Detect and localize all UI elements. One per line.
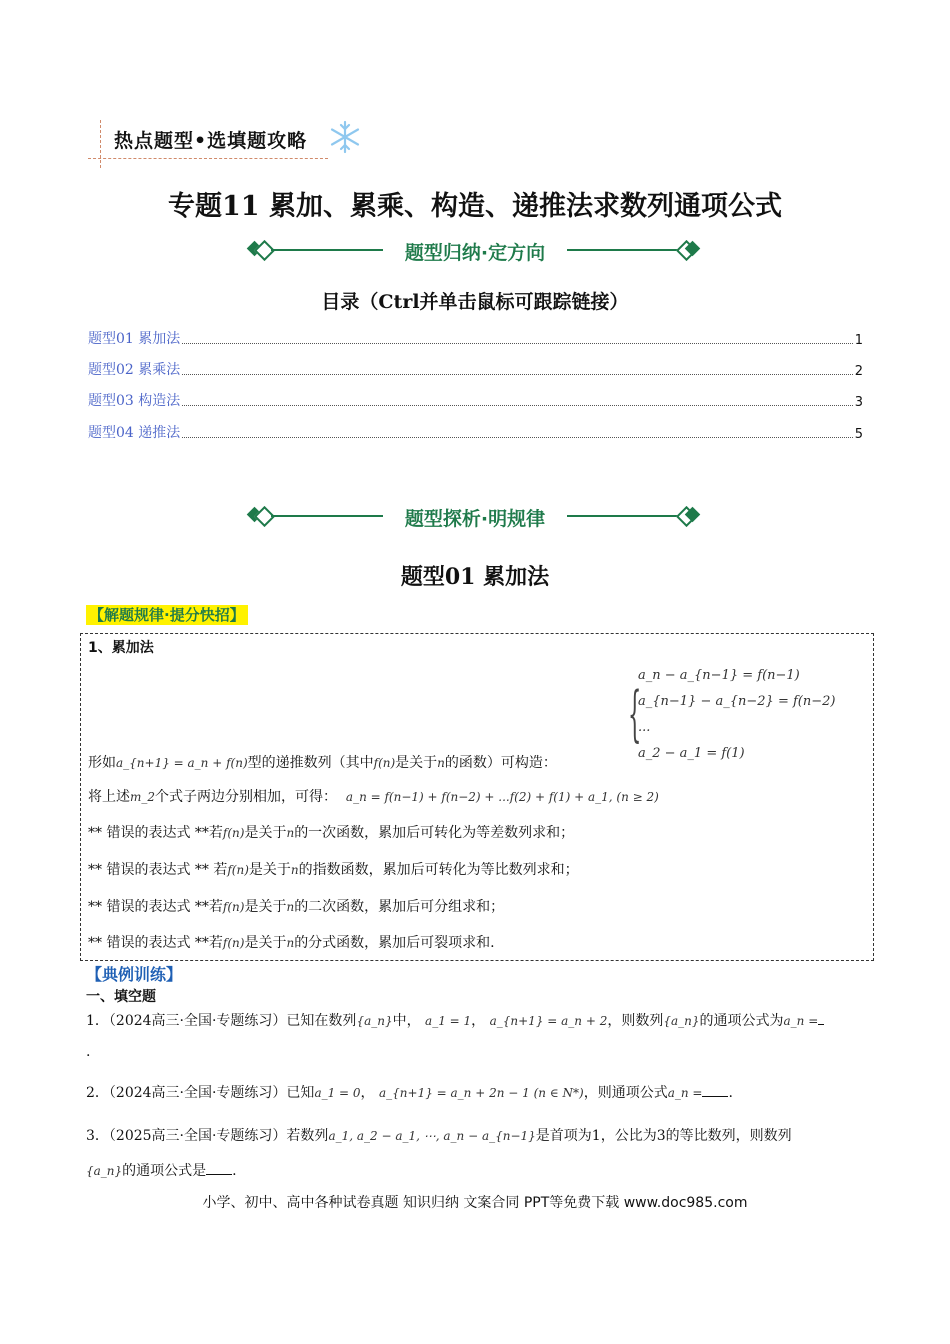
divider-label: 题型探析·明规律 bbox=[404, 508, 546, 530]
toc-item[interactable] bbox=[88, 357, 863, 379]
system-line: ... bbox=[638, 720, 651, 735]
toc-item-label[interactable]: 题型01 累加法 bbox=[88, 331, 181, 347]
box-bullet: ** 错误的表达式 ** 若f(n)是关于n的指数函数，累加后可转化为等比数列求和； bbox=[88, 862, 579, 878]
banner-text: 热点题型•选填题攻略 bbox=[114, 130, 308, 152]
question-2: 2．（2024高三·全国·专题练习）已知a_1 = 0， a_{n+1} = a_n + 2n − 1 (n ∈ N*)，则通项公式a_n = . bbox=[86, 1085, 733, 1101]
toc-item-label[interactable]: 题型02 累乘法 bbox=[88, 362, 181, 378]
question-1: 1．（2024高三·全国·专题练习）已知在数列{a_n}中， a_1 = 1， a_{n+1} = a_n + 2，则数列{a_n}的通项公式为a_n = bbox=[86, 1010, 824, 1030]
system-line: a_2 − a_1 = f(1) bbox=[638, 746, 745, 761]
section-divider-1 bbox=[245, 238, 705, 262]
banner-vline bbox=[100, 120, 101, 168]
toc-item[interactable] bbox=[88, 388, 863, 410]
example-tag: 【典例训练】 bbox=[86, 965, 183, 984]
fill-in-heading: 一、填空题 bbox=[86, 989, 156, 1005]
header-banner bbox=[88, 120, 378, 170]
system-line: a_n − a_{n−1} = f(n−1) bbox=[638, 668, 800, 683]
system-line: a_{n−1} − a_{n−2} = f(n−2) bbox=[638, 694, 836, 709]
divider-label: 题型归纳·定方向 bbox=[404, 242, 546, 264]
toc-item-label[interactable]: 题型03 构造法 bbox=[88, 393, 181, 409]
section-divider-2 bbox=[245, 504, 705, 528]
toc-item-page: 5 bbox=[854, 427, 863, 442]
box-bullet: ** 错误的表达式 **若f(n)是关于n的分式函数，累加后可裂项求和. bbox=[88, 935, 495, 951]
question-3: 3．（2025高三·全国·专题练习）若数列a_1, a_2 − a_1, ⋯, a_n − a_{n−1}是首项为1，公比为3的等比数列，则数列 bbox=[86, 1128, 792, 1144]
brace-icon: { bbox=[628, 679, 642, 749]
toc-item[interactable] bbox=[88, 326, 863, 348]
footer-text: 小学、初中、高中各种试卷真题 知识归纳 文案合同 PPT等免费下载 www.doc985.com bbox=[202, 1195, 748, 1211]
snowflake-icon bbox=[328, 120, 362, 154]
section-title: 题型01 累加法 bbox=[400, 564, 550, 590]
rule-tag bbox=[86, 604, 248, 625]
question-1-end: . bbox=[86, 1044, 91, 1060]
box-heading: 1、累加法 bbox=[88, 640, 154, 656]
equation-system bbox=[628, 664, 836, 764]
banner-hline bbox=[88, 158, 328, 159]
box-line-1: 形如a_{n+1} = a_n + f(n)型的递推数列（其中f(n)是关于n的函数）可构造： bbox=[88, 755, 557, 771]
toc-item-page: 1 bbox=[854, 333, 863, 348]
toc-item-page: 2 bbox=[854, 364, 863, 379]
toc-item-label[interactable]: 题型04 递推法 bbox=[88, 425, 181, 441]
box-bullet: ** 错误的表达式 **若f(n)是关于n的一次函数，累加后可转化为等差数列求和； bbox=[88, 825, 575, 841]
toc-item[interactable] bbox=[88, 420, 863, 442]
toc-heading: 目录（Ctrl并单击鼠标可跟踪链接） bbox=[321, 291, 629, 313]
page-title: 专题11 累加、累乘、构造、递推法求数列通项公式 bbox=[168, 191, 782, 222]
toc-item-page: 3 bbox=[854, 395, 863, 410]
box-line-2: 将上述m_2个式子两边分别相加，可得： a_n = f(n−1) + f(n−2) + ...f(2) + f(1) + a_1, (n ≥ 2) bbox=[88, 789, 659, 805]
box-bullet: ** 错误的表达式 **若f(n)是关于n的二次函数，累加后可分组求和； bbox=[88, 899, 505, 915]
rule-tag-text: 【解题规律·提分快招】 bbox=[86, 605, 248, 625]
question-3-cont: {a_n}的通项公式是 . bbox=[86, 1163, 237, 1179]
